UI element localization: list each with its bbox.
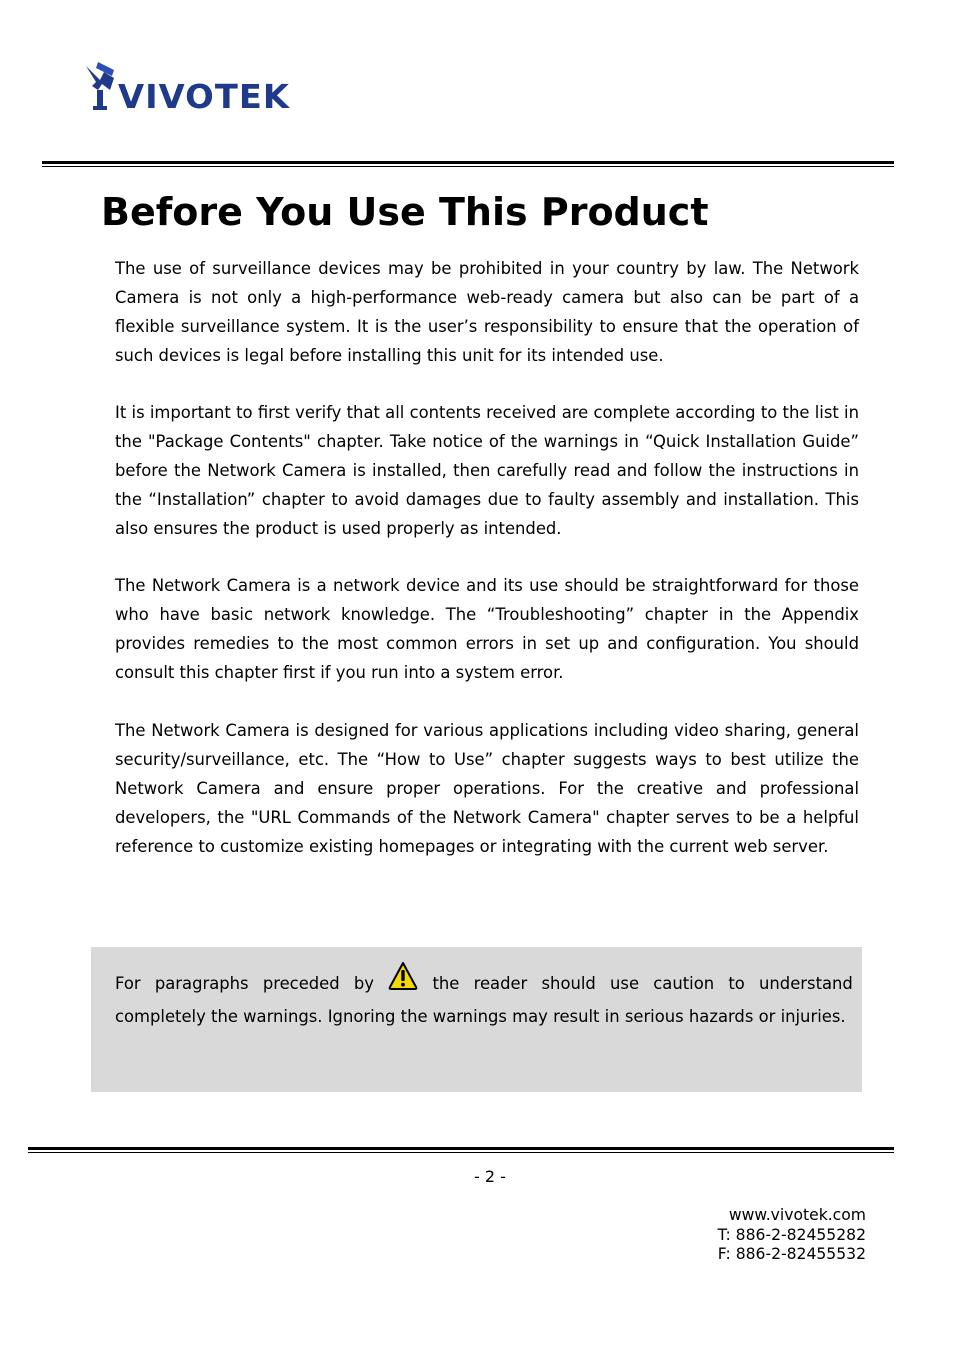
logo-mark-icon	[86, 62, 114, 110]
notice-word: For	[115, 973, 141, 993]
contact-info	[718, 1206, 866, 1265]
notice-word: preceded	[262, 973, 340, 993]
warning-notice-first-line	[115, 965, 853, 1001]
warning-icon	[388, 961, 418, 991]
page-number: - 2 -	[474, 1167, 506, 1186]
notice-word: reader	[473, 973, 528, 993]
paragraph-package-contents: It is important to first verify that all contents received are complete according to the list in the "Package Contents" chapter. Take notice of the warnings in “Quick Installation Guide” before the Network Camera is installed, then carefully read and follow the instructions in the “Installation” chapter to avoid damages due to faulty assembly and installation. This also ensures the product is used properly as intended.	[115, 403, 859, 538]
warning-notice-text	[115, 965, 853, 1031]
paragraph-legal-notice: The use of surveillance devices may be prohibited in your country by law. The Network Camera is not only a high-performance web-ready camera but also can be part of a flexible surveillance system. It is the user’s responsibility to ensure that the operation of such devices is legal before installing this unit for its intended use.	[115, 259, 859, 365]
website-link[interactable]: www.vivotek.com	[728, 1206, 866, 1224]
notice-word: caution	[653, 973, 715, 993]
header-divider	[42, 161, 894, 167]
notice-word: understand	[759, 973, 853, 993]
fax-number: F: 886-2-82455532	[717, 1245, 866, 1263]
notice-word: the	[432, 973, 460, 993]
notice-word: use	[610, 973, 640, 993]
paragraph-troubleshooting: The Network Camera is a network device and its use should be straightforward for those who have basic network knowledge. The “Troubleshooting” chapter in the Appendix provides remedies to the most common errors in set up and configuration. You should consult this chapter first if you run into a system error.	[115, 576, 859, 682]
notice-word: to	[728, 973, 745, 993]
logo-text: VIVOTEK	[118, 77, 291, 116]
vivotek-logo	[84, 60, 294, 116]
warning-notice-continuation: completely the warnings. Ignoring the warnings may result in serious hazards or injuries.	[115, 1007, 846, 1026]
notice-word: by	[353, 973, 374, 993]
page-title: Before You Use This Product	[101, 190, 709, 234]
warning-notice-box	[91, 947, 862, 1092]
paragraph-applications: The Network Camera is designed for various applications including video sharing, general security/surveillance, etc. The “How to Use” chapter suggests ways to best utilize the Network Camera and ensure proper operations. For the creative and professional developers, the "URL Commands of the Network Camera" chapter serves to be a helpful reference to customize existing homepages or integrating with the current web server.	[115, 721, 859, 856]
phone-number: T: 886-2-82455282	[717, 1225, 866, 1244]
notice-word: paragraphs	[154, 973, 249, 993]
notice-word: should	[541, 973, 596, 993]
footer-divider	[28, 1147, 894, 1153]
